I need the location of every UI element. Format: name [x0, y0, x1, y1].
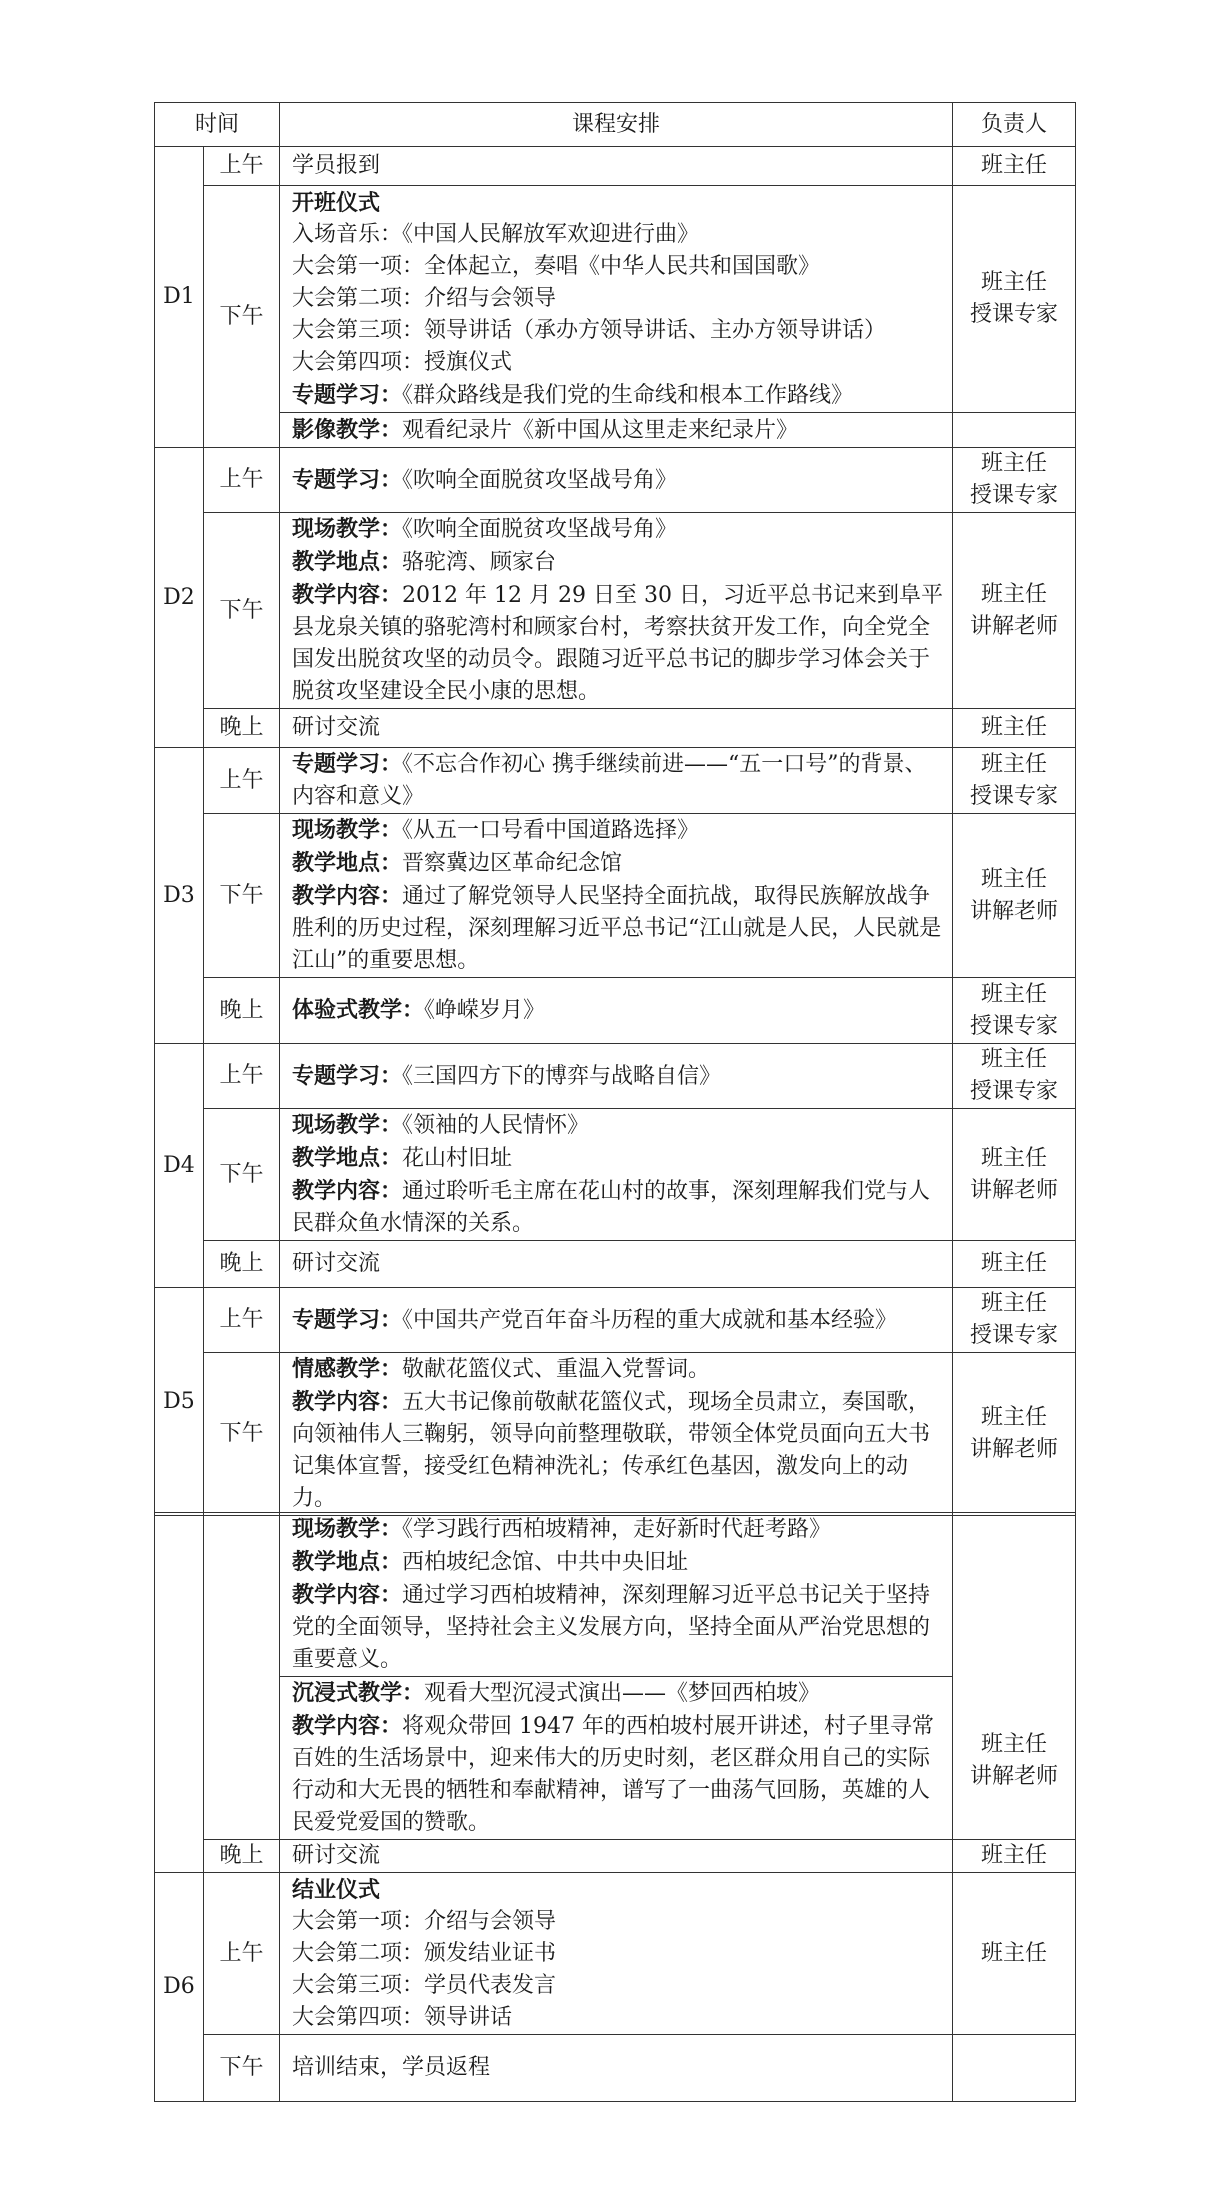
- period-label: 晚上: [204, 709, 280, 748]
- closing-item: 大会第一项：介绍与会领导: [292, 1908, 557, 1934]
- content-text: 2012 年 12 月 29 日至 30 日，习近平总书记来到阜平县龙泉关镇的骆驼湾村和顾家台村，考察扶贫开发工作，向全党全国发出脱贫攻坚的动员令。跟随习近平总书记的脚步学习体会关于脱贫攻坚建设全民小康的思想。: [292, 583, 943, 704]
- course-content: 研讨交流: [280, 1840, 953, 1873]
- owner-name: 授课专家: [970, 783, 1059, 809]
- closing-item: 大会第三项：学员代表发言: [292, 1972, 557, 1998]
- period-label: 下午: [204, 2035, 280, 2102]
- table-row: [155, 2035, 1076, 2102]
- content-text: 五大书记像前敬献花篮仪式，现场全员肃立，奏国歌，向领袖伟人三鞠躬，领导向前整理敬联，带领全体党员面向五大书记集体宣誓，接受红色精神洗礼；传承红色基因，激发向上的动力。: [292, 1390, 931, 1511]
- owner-name: 班主任: [980, 1732, 1047, 1757]
- table-row: [155, 147, 1076, 186]
- table-row: [155, 1288, 1076, 1353]
- course-content: [280, 1873, 953, 2035]
- experience-title: 《峥嵘岁月》: [424, 998, 546, 1023]
- study-title: 《三国四方下的博弈与战略自信》: [402, 1063, 722, 1089]
- course-content: [280, 1044, 953, 1109]
- study-label: 专题学习：: [292, 751, 403, 777]
- place-label: 教学地点：: [292, 1145, 403, 1171]
- site-label: 现场教学：: [292, 516, 403, 542]
- study-label: 专题学习：: [292, 381, 403, 408]
- study-title: 《不忘合作初心 携手继续前进——“五一口号”的背景、内容和意义》: [292, 752, 927, 809]
- header-time: 时间: [155, 103, 280, 147]
- owner-cell: [953, 709, 1076, 748]
- place-text: 西柏坡纪念馆、中共中央旧址: [402, 1550, 689, 1575]
- place-label: 教学地点：: [292, 1549, 403, 1575]
- table-row: [155, 1353, 1076, 1516]
- study-title: 《中国共产党百年奋斗历程的重大成就和基本经验》: [402, 1307, 898, 1333]
- owner-cell: [953, 1288, 1076, 1353]
- site-label: 现场教学：: [292, 1516, 403, 1542]
- course-content: [280, 448, 953, 513]
- table-row: [155, 1513, 1076, 1677]
- table-row: [155, 513, 1076, 709]
- day-label: D2: [155, 448, 204, 748]
- content-label: 教学内容：: [292, 1389, 403, 1415]
- place-text: 花山村旧址: [402, 1146, 513, 1171]
- owner-name: 授课专家: [970, 1323, 1059, 1348]
- study-title: 《群众路线是我们党的生命线和根本工作路线》: [402, 382, 854, 408]
- period-label: 上午: [204, 147, 280, 186]
- table-row: [155, 413, 1076, 448]
- study-label: 专题学习：: [292, 1306, 403, 1333]
- study-label: 专题学习：: [292, 466, 403, 493]
- course-content: 学员报到: [280, 147, 953, 186]
- ceremony-item: 大会第四项：授旗仪式: [292, 349, 513, 375]
- owner-cell: [953, 513, 1076, 709]
- closing-title: 结业仪式: [292, 1876, 381, 1903]
- course-content: [280, 748, 953, 814]
- emotion-text: 敬献花篮仪式、重温入党誓词。: [402, 1357, 711, 1382]
- table-row: [155, 1241, 1076, 1288]
- owner-name: 班主任: [981, 981, 1048, 1007]
- course-content: [280, 186, 953, 413]
- content-text: 将观众带回 1947 年的西柏坡村展开讲述，村子里寻常百姓的生活场景中，迎来伟大的历史时刻，老区群众用自己的实际行动和大无畏的牺牲和奉献精神，谱写了一曲荡气回肠，英雄的人民爱党爱国的赞歌。: [292, 1714, 934, 1835]
- content-label: 教学内容：: [292, 1178, 403, 1204]
- owner-name: 授课专家: [970, 483, 1059, 508]
- closing-item: 大会第四项：领导讲话: [292, 2004, 513, 2030]
- course-content: 研讨交流: [280, 709, 953, 748]
- owner-name: 班主任: [981, 153, 1048, 178]
- table-row: [155, 448, 1076, 513]
- course-content: [280, 1353, 953, 1516]
- owner-cell: [953, 814, 1076, 978]
- owner-cell: [953, 1513, 1076, 1840]
- content-text: 通过聆听毛主席在花山村的故事，深刻理解我们党与人民群众鱼水情深的关系。: [292, 1179, 931, 1236]
- owner-cell: [953, 147, 1076, 186]
- owner-cell: [953, 1241, 1076, 1288]
- table-row: [155, 1677, 1076, 1840]
- immersive-text: 观看大型沉浸式演出——《梦回西柏坡》: [424, 1681, 821, 1706]
- day-label: D3: [155, 748, 204, 1044]
- table-row: [155, 1109, 1076, 1241]
- owner-name: 授课专家: [970, 1079, 1059, 1104]
- day-label: D6: [155, 1873, 204, 2102]
- place-text: 骆驼湾、顾家台: [402, 550, 557, 575]
- course-content: [280, 1109, 953, 1241]
- period-label: 上午: [204, 748, 280, 814]
- owner-name: 讲解老师: [970, 898, 1059, 924]
- course-content: [280, 814, 953, 978]
- course-content: 研讨交流: [280, 1241, 953, 1288]
- day-label: D5: [155, 1288, 204, 1516]
- owner-cell-empty: [953, 413, 1076, 448]
- schedule-table-continued: [154, 1512, 1076, 2102]
- table-row: [155, 978, 1076, 1044]
- site-label: 现场教学：: [292, 817, 403, 843]
- site-text: 《学习践行西柏坡精神，走好新时代赶考路》: [402, 1517, 832, 1542]
- owner-cell: [953, 186, 1076, 413]
- owner-name: 班主任: [981, 715, 1048, 740]
- owner-name: 讲解老师: [970, 613, 1059, 639]
- video-label: 影像教学：: [292, 416, 403, 443]
- period-label: 下午: [204, 186, 280, 448]
- immersive-label: 沉浸式教学：: [292, 1680, 425, 1706]
- ceremony-title: 开班仪式: [292, 189, 381, 216]
- owner-name: 班主任: [981, 751, 1048, 777]
- owner-name: 讲解老师: [970, 1437, 1059, 1462]
- site-label: 现场教学：: [292, 1112, 403, 1138]
- study-label: 专题学习：: [292, 1062, 403, 1089]
- course-content: [280, 513, 953, 709]
- ceremony-item: 大会第三项：领导讲话（承办方领导讲话、主办方领导讲话）: [292, 317, 887, 343]
- ceremony-item: 大会第二项：介绍与会领导: [292, 285, 557, 311]
- period-label: 晚上: [204, 1241, 280, 1288]
- header-row: [155, 103, 1076, 147]
- course-content: [280, 978, 953, 1044]
- day-label: D4: [155, 1044, 204, 1288]
- period-label-empty: [204, 1513, 280, 1840]
- course-content: [280, 413, 953, 448]
- content-label: 教学内容：: [292, 1582, 403, 1608]
- period-label: 上午: [204, 1873, 280, 2035]
- owner-cell: [953, 1873, 1076, 2035]
- experience-label: 体验式教学：: [292, 997, 425, 1023]
- owner-cell: [953, 978, 1076, 1044]
- period-label: 晚上: [204, 1840, 280, 1873]
- period-label: 上午: [204, 448, 280, 513]
- owner-name: 班主任: [981, 581, 1048, 607]
- period-label: 下午: [204, 513, 280, 709]
- owner-name: 讲解老师: [969, 1764, 1058, 1789]
- owner-name: 班主任: [981, 1145, 1048, 1171]
- owner-name: 授课专家: [970, 302, 1059, 327]
- content-label: 教学内容：: [292, 582, 403, 608]
- header-owner: 负责人: [953, 103, 1076, 147]
- period-label: 上午: [204, 1288, 280, 1353]
- table-row: [155, 186, 1076, 413]
- owner-cell: [953, 748, 1076, 814]
- owner-name: 班主任: [981, 1291, 1048, 1316]
- period-label: 下午: [204, 1353, 280, 1516]
- content-text: 通过学习西柏坡精神，深刻理解习近平总书记关于坚持党的全面领导，坚持社会主义发展方向，坚持全面从严治党思想的重要意义。: [292, 1583, 931, 1672]
- owner-name: 班主任: [981, 451, 1048, 476]
- site-text: 《从五一口号看中国道路选择》: [402, 818, 700, 843]
- table-row: [155, 1873, 1076, 2035]
- video-text: 观看纪录片《新中国从这里走来纪录片》: [402, 417, 799, 443]
- owner-cell: [953, 448, 1076, 513]
- table-row: [155, 748, 1076, 814]
- owner-name: 班主任: [981, 1405, 1048, 1430]
- course-content: [280, 1513, 953, 1677]
- course-content: [280, 1677, 953, 1840]
- owner-name: 班主任: [980, 1940, 1047, 1966]
- schedule-table: [154, 102, 1076, 1516]
- study-title: 《吹响全面脱贫攻坚战号角》: [402, 467, 678, 493]
- owner-name: 讲解老师: [970, 1177, 1059, 1203]
- owner-cell: [953, 1044, 1076, 1109]
- owner-name: 班主任: [980, 1843, 1047, 1868]
- owner-cell: [953, 1109, 1076, 1241]
- ceremony-item: 入场音乐：《中国人民解放军欢迎进行曲》: [292, 221, 700, 247]
- ceremony-item: 大会第一项：全体起立，奏唱《中华人民共和国国歌》: [292, 253, 821, 279]
- period-label: 下午: [204, 814, 280, 978]
- owner-cell: [953, 1353, 1076, 1516]
- owner-cell: [953, 1840, 1076, 1873]
- period-label: 下午: [204, 1109, 280, 1241]
- owner-name: 授课专家: [970, 1013, 1059, 1039]
- course-content: 培训结束，学员返程: [280, 2035, 953, 2102]
- course-content: [280, 1288, 953, 1353]
- owner-name: 班主任: [981, 866, 1048, 892]
- owner-name: 班主任: [981, 1047, 1048, 1072]
- owner-cell-empty: [953, 2035, 1076, 2102]
- owner-name: 班主任: [981, 1251, 1048, 1276]
- period-label: 上午: [204, 1044, 280, 1109]
- content-label: 教学内容：: [292, 1713, 403, 1739]
- content-text: 通过了解党领导人民坚持全面抗战，取得民族解放战争胜利的历史过程，深刻理解习近平总书记“江山就是人民，人民就是江山”的重要思想。: [292, 884, 942, 973]
- place-text: 晋察冀边区革命纪念馆: [402, 851, 623, 876]
- site-text: 《领袖的人民情怀》: [402, 1113, 590, 1138]
- day-label: D1: [155, 147, 204, 448]
- period-label: 晚上: [204, 978, 280, 1044]
- content-label: 教学内容：: [292, 883, 403, 909]
- emotion-label: 情感教学：: [292, 1356, 403, 1382]
- closing-item: 大会第二项：颁发结业证书: [292, 1940, 557, 1966]
- place-label: 教学地点：: [292, 549, 403, 575]
- header-schedule: 课程安排: [280, 103, 953, 147]
- table-row: [155, 814, 1076, 978]
- day-label-empty: [155, 1513, 204, 1873]
- owner-name: 班主任: [981, 270, 1048, 295]
- place-label: 教学地点：: [292, 850, 403, 876]
- site-text: 《吹响全面脱贫攻坚战号角》: [402, 517, 678, 542]
- table-row: [155, 709, 1076, 748]
- table-row: [155, 1044, 1076, 1109]
- table-row: [155, 1840, 1076, 1873]
